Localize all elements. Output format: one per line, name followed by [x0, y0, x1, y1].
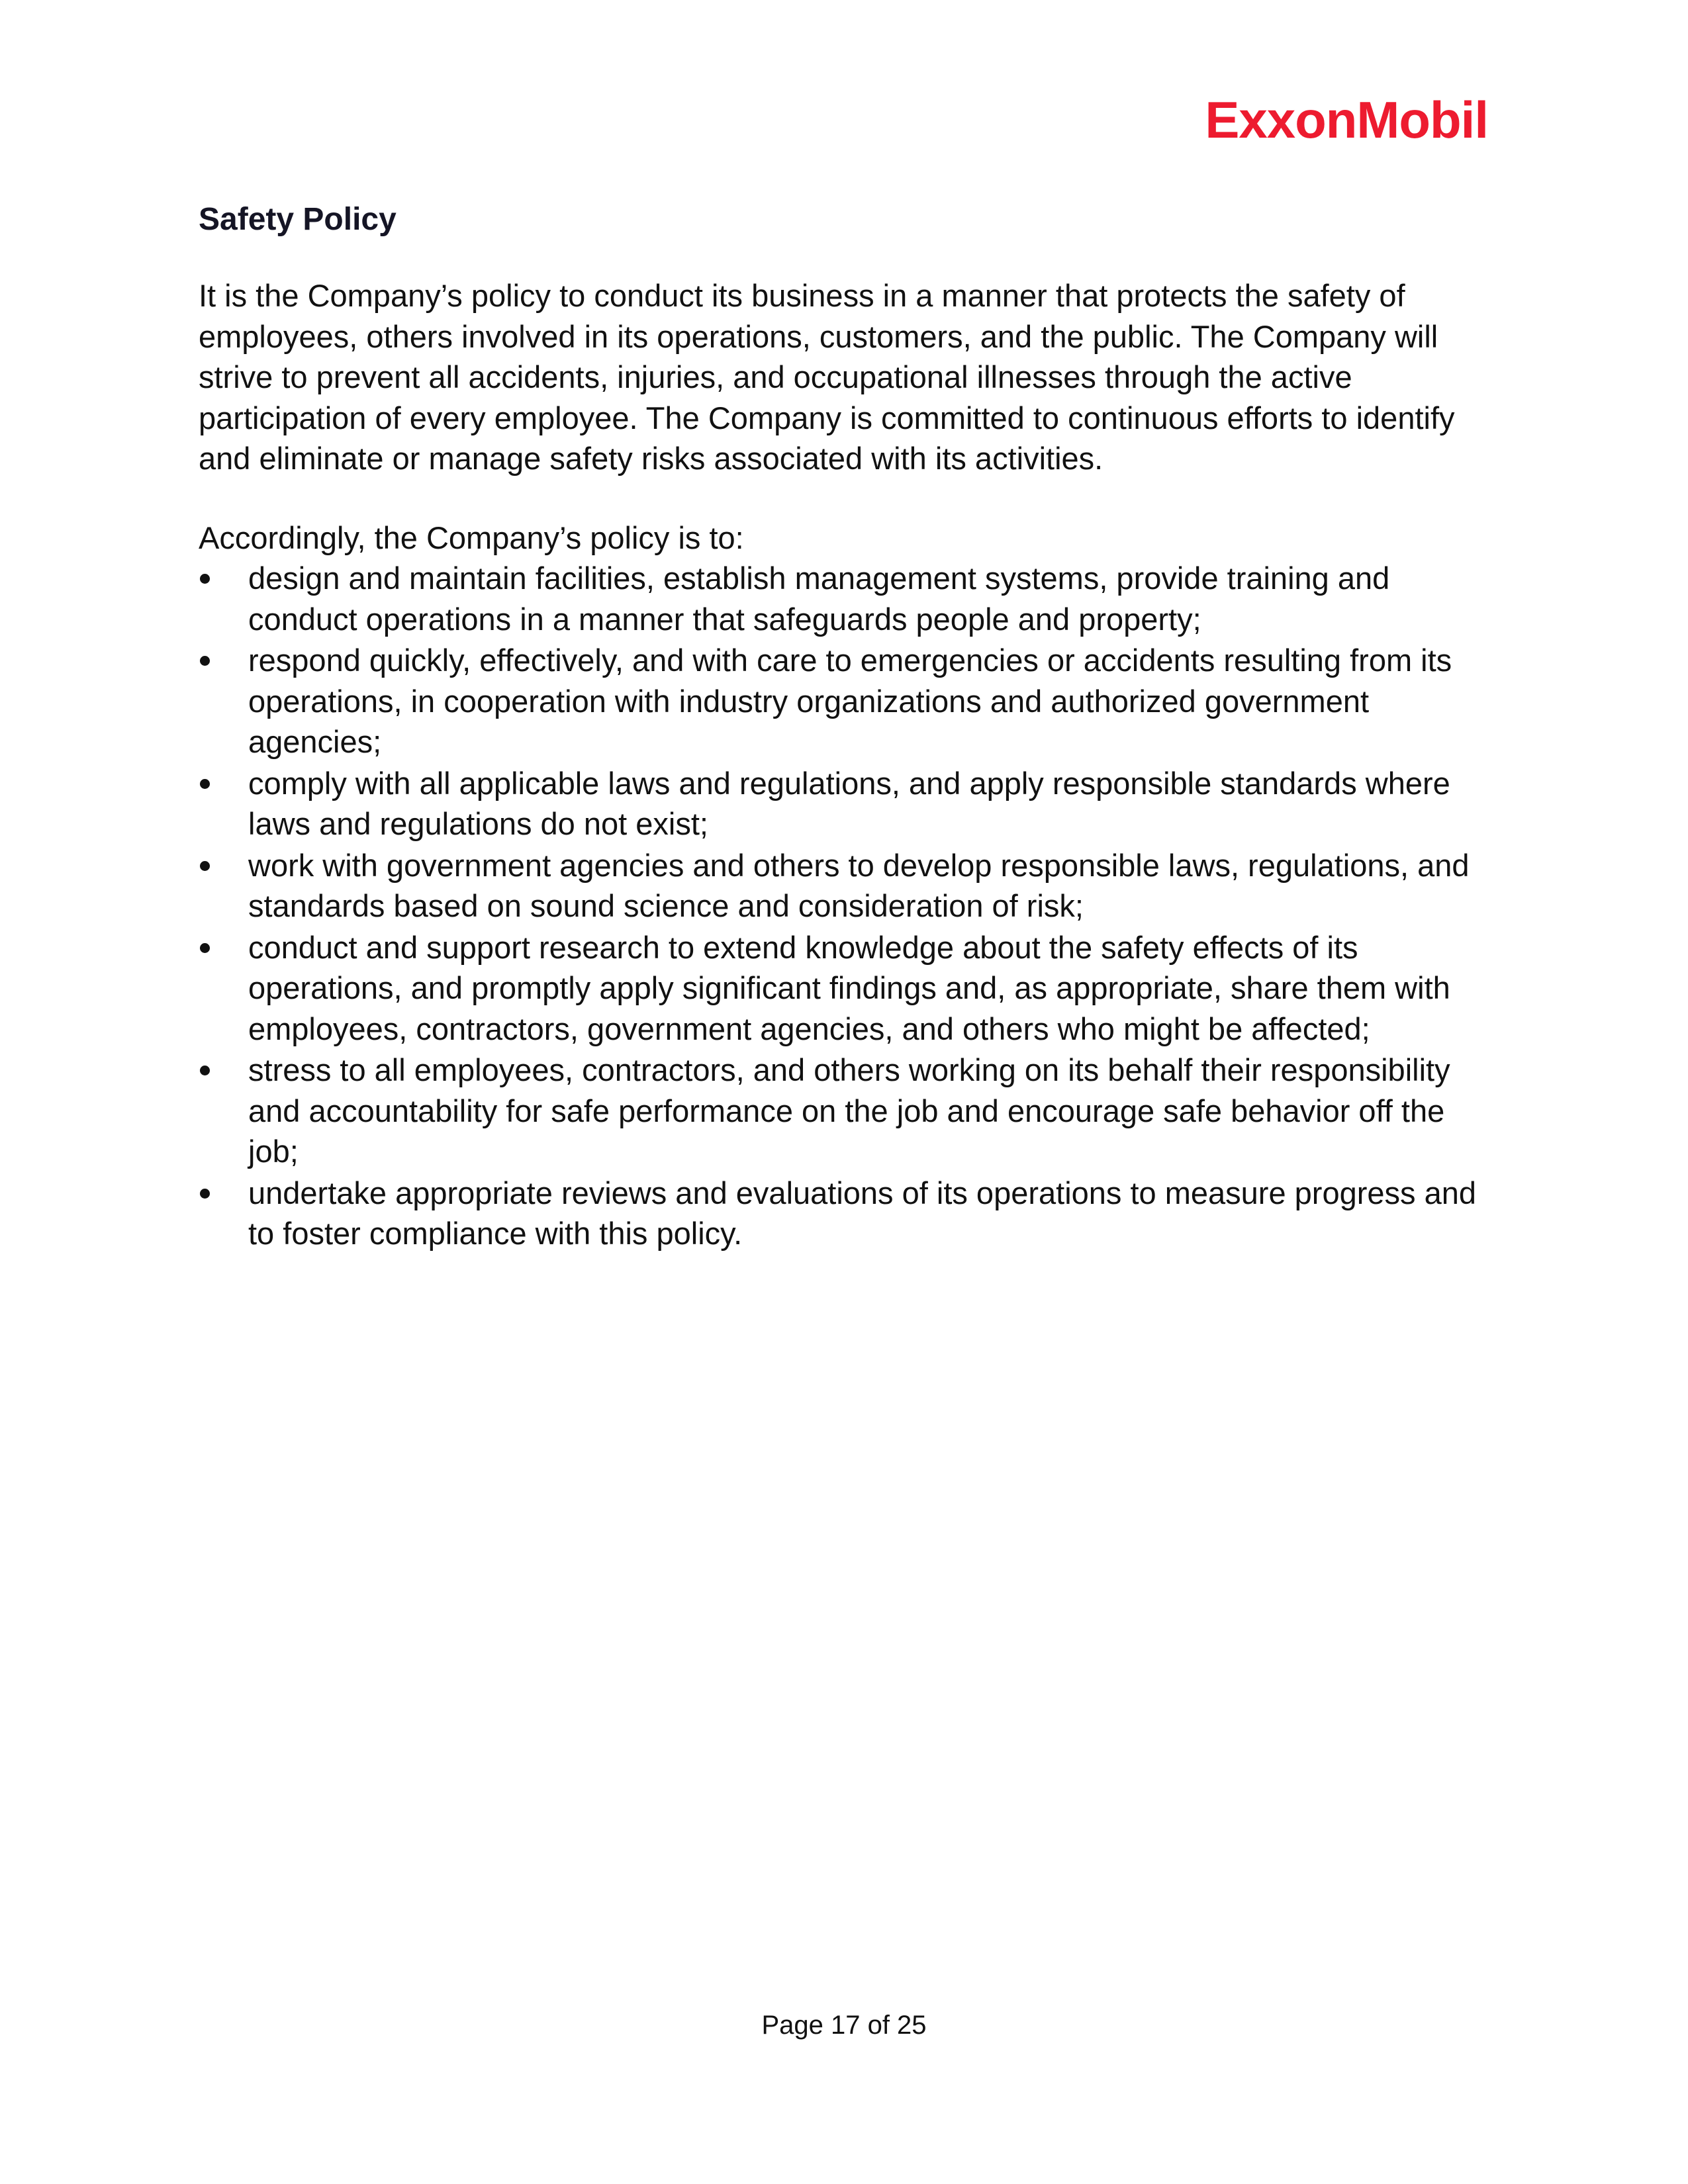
- page-title: Safety Policy: [199, 202, 397, 237]
- exxonmobil-logo: [1205, 91, 1488, 149]
- list-item: [199, 763, 1496, 844]
- list-item-text: work with government agencies and others to develop responsible laws, regulations, and standards based on sound science and consideration of risk;: [248, 847, 1470, 923]
- list-item-text: stress to all employees, contractors, and others working on its behalf their responsibility and accountability for safe performance on the job and encourage safe behavior off the job;: [248, 1052, 1450, 1169]
- list-item-text: conduct and support research to extend knowledge about the safety effects of its operations, and promptly apply significant findings and, as appropriate, share them with employees, contractors, government agencies, and others who might be affected;: [248, 929, 1450, 1046]
- list-item: [199, 640, 1496, 762]
- policy-list: [199, 558, 1496, 1254]
- list-item-text: comply with all applicable laws and regulations, and apply responsible standards where laws and regulations do not exist;: [248, 765, 1450, 841]
- bullet-icon: [200, 1066, 210, 1075]
- bullet-icon: [200, 1189, 210, 1199]
- list-item-text: undertake appropriate reviews and evaluations of its operations to measure progress and to foster compliance with this policy.: [248, 1175, 1476, 1251]
- bullet-icon: [200, 779, 210, 789]
- list-item-text: respond quickly, effectively, and with care to emergencies or accidents resulting from its operations, in cooperation with industry organizations and authorized government agencies;: [248, 643, 1452, 759]
- bullet-icon: [200, 943, 210, 953]
- bullet-icon: [200, 656, 210, 666]
- document-body: [199, 196, 1496, 1255]
- list-item-text: design and maintain facilities, establish management systems, provide training and conduct operations in a manner that safeguards people and property;: [248, 561, 1390, 637]
- list-item: [199, 845, 1496, 927]
- list-item: [199, 927, 1496, 1050]
- list-item: [199, 1050, 1496, 1172]
- logo-text: ExxonMobil: [1205, 91, 1488, 149]
- list-item: [199, 1173, 1496, 1254]
- bullet-icon: [200, 574, 210, 584]
- policy-intro: Accordingly, the Company’s policy is to:: [199, 520, 744, 555]
- policy-paragraph: It is the Company’s policy to conduct its business in a manner that protects the safety of employees, others involved in its operations, customers, and the public. The Company will strive to prevent all accidents, injuries, and occupational illnesses through the active participation of every employee. The Company is committed to continuous efforts to identify and eliminate or manage safety risks associated with its activities.: [199, 278, 1455, 476]
- bullet-icon: [200, 861, 210, 871]
- list-item: [199, 558, 1496, 639]
- page-number: Page 17 of 25: [761, 2011, 927, 2040]
